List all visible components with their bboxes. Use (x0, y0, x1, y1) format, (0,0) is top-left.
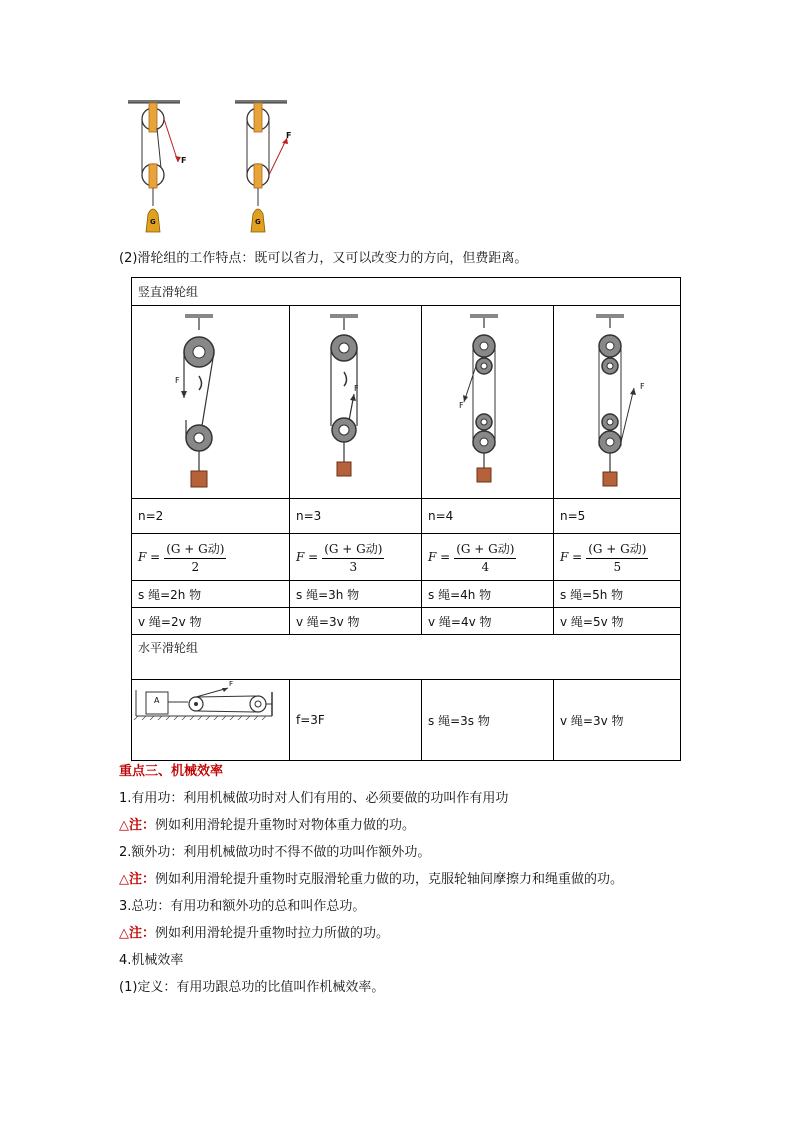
formula-denominator: 2 (191, 560, 200, 574)
v-relation: v 绳=3v 物 (290, 608, 422, 635)
formula-cell (554, 534, 681, 581)
n-value: n=3 (290, 499, 422, 534)
horizontal-header: 水平滑轮组 (132, 635, 681, 680)
figure-n5 (554, 306, 681, 499)
formula-lhs: F = (428, 550, 451, 564)
s-relation: s 绳=4h 物 (422, 581, 554, 608)
paragraph: 4.机械效率 (119, 953, 184, 968)
force-label: F (286, 131, 292, 140)
n-value: n=5 (554, 499, 681, 534)
formula-cell (422, 534, 554, 581)
force-label: F (459, 401, 464, 410)
note (119, 871, 623, 889)
note (119, 925, 389, 943)
formula-numerator: (G + G动) (322, 540, 384, 559)
note-mark: △注： (119, 926, 155, 941)
formula-numerator: (G + G动) (454, 540, 516, 559)
force-label: F (640, 382, 645, 391)
v-relation: v 绳=5v 物 (554, 608, 681, 635)
paragraph: 2.额外功：利用机械做功时不得不做的功叫作额外功。 (119, 845, 431, 860)
force-label: F (175, 376, 180, 385)
formula-lhs: F = (138, 550, 161, 564)
s-relation: s 绳=3s 物 (422, 680, 554, 761)
intro-text: (2)滑轮组的工作特点：既可以省力，又可以改变力的方向，但费距离。 (119, 251, 528, 266)
weight-label: G (255, 218, 261, 226)
vertical-header: 竖直滑轮组 (132, 278, 681, 306)
formula-cell (132, 534, 290, 581)
pulley-figure-right (233, 98, 303, 234)
formula-lhs: F = (296, 550, 319, 564)
paragraph: 3.总功：有用功和额外功的总和叫作总功。 (119, 899, 366, 914)
formula-numerator: (G + G动) (164, 540, 226, 559)
s-relation: s 绳=2h 物 (132, 581, 290, 608)
n-value: n=4 (422, 499, 554, 534)
pulley-figure-left (126, 98, 196, 234)
s-relation: s 绳=3h 物 (290, 581, 422, 608)
force-label: F (181, 156, 187, 165)
s-relation: s 绳=5h 物 (554, 581, 681, 608)
n-value: n=2 (132, 499, 290, 534)
pulley-table (131, 277, 681, 761)
figure-n4 (422, 306, 554, 499)
figure-n3 (290, 306, 422, 499)
formula-denominator: 5 (613, 560, 622, 574)
formula-denominator: 3 (349, 560, 358, 574)
force-label: F (354, 384, 359, 393)
friction-relation: f=3F (290, 680, 422, 761)
figure-n2 (132, 306, 290, 499)
weight-label: G (150, 218, 156, 226)
note-mark: △注： (119, 872, 155, 887)
note-text: 例如利用滑轮提升重物时拉力所做的功。 (155, 926, 390, 941)
force-label: F (229, 680, 234, 688)
formula-lhs: F = (560, 550, 583, 564)
formula-cell (290, 534, 422, 581)
v-relation: v 绳=3v 物 (554, 680, 681, 761)
horizontal-figure (132, 680, 290, 761)
v-relation: v 绳=4v 物 (422, 608, 554, 635)
v-relation: v 绳=2v 物 (132, 608, 290, 635)
note-text: 例如利用滑轮提升重物时克服滑轮重力做的功，克服轮轴间摩擦力和绳重做的功。 (155, 872, 624, 887)
block-label: A (154, 696, 160, 705)
note (119, 817, 415, 835)
note-text: 例如利用滑轮提升重物时对物体重力做的功。 (155, 818, 416, 833)
paragraph: (1)定义：有用功跟总功的比值叫作机械效率。 (119, 980, 385, 995)
note-mark: △注： (119, 818, 155, 833)
formula-denominator: 4 (481, 560, 490, 574)
formula-numerator: (G + G动) (586, 540, 648, 559)
section-title: 重点三、机械效率 (119, 764, 224, 779)
paragraph: 1.有用功：利用机械做功时对人们有用的、必须要做的功叫作有用功 (119, 791, 509, 806)
